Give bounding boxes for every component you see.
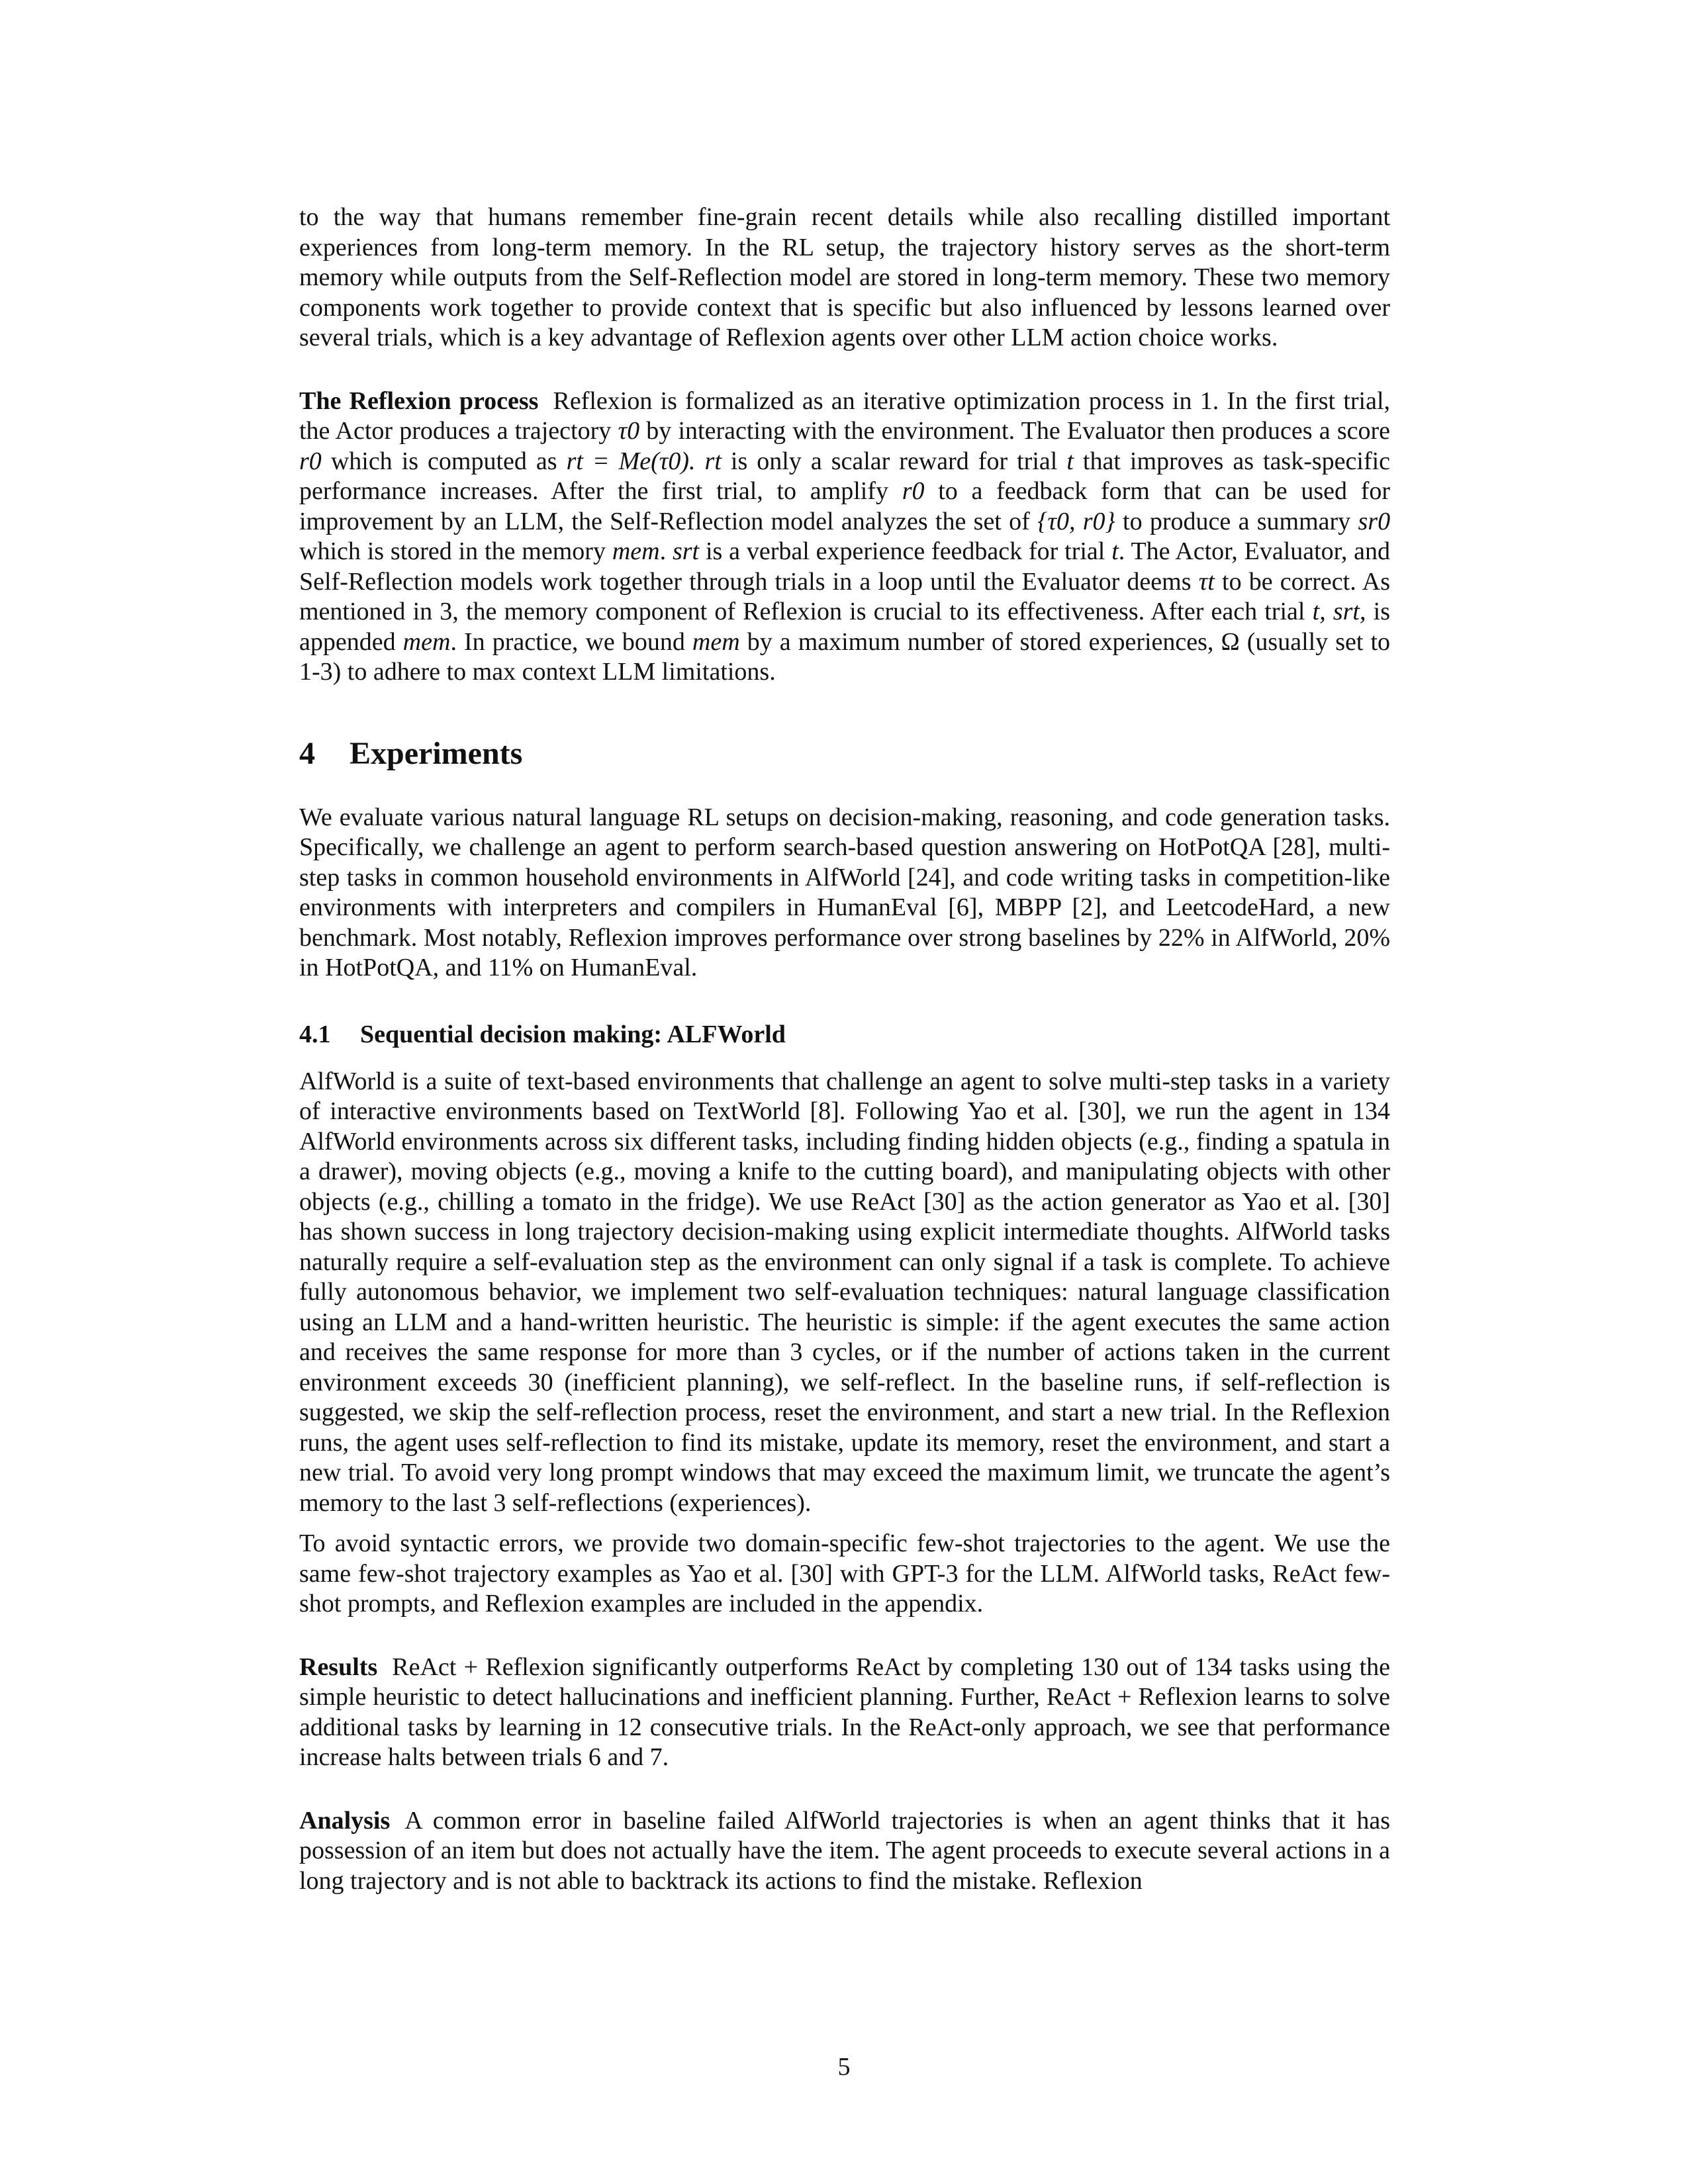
fewshot-paragraph: To avoid syntactic errors, we provide two domain-specific few-shot trajectories to the agent. We use the same few-shot trajectory examples as Yao et al. [30] with GPT-3 for the LLM. AlfWorld tasks, ReAct few-shot prompts, and Reflexion examples are included in the appendix. — [299, 1529, 1390, 1617]
run-in-heading: Analysis — [299, 1806, 391, 1835]
math-set: {τ0, r0} — [1037, 507, 1115, 535]
math-srt: srt — [672, 537, 700, 565]
math-t: t — [1111, 537, 1119, 565]
math-t: t — [1066, 447, 1074, 475]
word-mem: mem — [402, 627, 451, 656]
math-t-srt: t, srt, — [1312, 598, 1366, 625]
results-paragraph: Results ReAct + Reflexion significantly outperforms ReAct by completing 130 out of 134 tasks using the simple heuristic to detect hallucinations and inefficient planning. Further, ReAct + Reflexion learns to solve additional tasks by learning in 12 consecutive trials. In the ReAct-only approach, we see that performance increase halts between trials 6 and 7. — [299, 1653, 1390, 1771]
intro-paragraph: to the way that humans remember fine-grain recent details while also recalling distilled important experiences from long-term memory. In the RL setup, the trajectory history serves as the short-term memory while outputs from the Self-Reflection model are stored in long-term memory. These two memory components work together to provide context that is specific but also influenced by lessons learned over several trials, which is a key advantage of Reflexion agents over other LLM action choice works. — [299, 203, 1390, 351]
math-sr0: sr0 — [1358, 507, 1391, 535]
subsection-heading-alfworld: 4.1 Sequential decision making: ALFWorld — [299, 1020, 786, 1048]
math-r0: r0 — [299, 447, 322, 475]
run-in-heading: The Reflexion process — [299, 387, 539, 415]
math-taut: τt — [1198, 567, 1215, 596]
math-rt: rt — [704, 447, 722, 475]
math-reward-equation: rt = Me(τ0). — [566, 447, 696, 475]
math-r0: r0 — [902, 477, 925, 505]
word-mem: mem — [612, 537, 660, 565]
section-heading-experiments: 4 Experiments — [299, 735, 523, 771]
run-in-heading: Results — [299, 1653, 378, 1681]
analysis-paragraph: Analysis A common error in baseline failed AlfWorld trajectories is when an agent thinks that it has possession of an item but does not actually have the item. The agent proceeds to execute several actions in a long trajectory and is not able to backtrack its actions to find the mistake. Reflexion — [299, 1806, 1390, 1895]
reflexion-process-paragraph: The Reflexion process Reflexion is formalized as an iterative optimization process in 1. In the first trial, the Actor produces a trajectory τ0 by interacting with the environment. The Evaluator then produces a score r0 which is computed as rt = Me(τ0). rt is only a scalar reward for trial t that improves as task-specific performance increases. After the first trial, to amplify r0 to a feedback form that can be used for improvement by an LLM, the Self-Reflection model analyzes the set of {τ0, r0} to produce a summary sr0 which is stored in the memory mem. srt is a verbal experience feedback for trial t. The Actor, Evaluator, and Self-Reflection models work together through trials in a loop until the Evaluator deems τt to be correct. As mentioned in 3, the memory component of Reflexion is crucial to its effectiveness. After each trial t, srt, is appended mem. In practice, we bound mem by a maximum number of stored experiences, Ω (usually set to 1-3) to adhere to max context LLM limitations. — [299, 387, 1391, 686]
experiments-paragraph: We evaluate various natural language RL setups on decision-making, reasoning, and code generation tasks. Specifically, we challenge an agent to perform search-based question answering on HotPotQA [28], multi-step tasks in common household environments in AlfWorld [24], and code writing tasks in competition-like environments with interpreters and compilers in HumanEval [6], MBPP [2], and LeetcodeHard, a new benchmark. Most notably, Reflexion improves performance over strong baselines by 22% in AlfWorld, 20% in HotPotQA, and 11% on HumanEval. — [299, 803, 1390, 981]
alfworld-paragraph: AlfWorld is a suite of text-based environments that challenge an agent to solve multi-step tasks in a variety of interactive environments based on TextWorld [8]. Following Yao et al. [30], we run the agent in 134 AlfWorld environments across six different tasks, including finding hidden objects (e.g., finding a spatula in a drawer), moving objects (e.g., moving a knife to the cutting board), and manipulating objects with other objects (e.g., chilling a tomato in the fridge). We use ReAct [30] as the action generator as Yao et al. [30] has shown success in long trajectory decision-making using explicit intermediate thoughts. AlfWorld tasks naturally require a self-evaluation step as the environment can only signal if a task is complete. To achieve fully autonomous behavior, we implement two self-evaluation techniques: natural language classification using an LLM and a hand-written heuristic. The heuristic is simple: if the agent executes the same action and receives the same response for more than 3 cycles, or if the number of actions taken in the current environment exceeds 30 (inefficient planning), we self-reflect. In the baseline runs, if self-reflection is suggested, we skip the self-reflection process, reset the environment, and start a new trial. In the Reflexion runs, the agent uses self-reflection to find its mistake, update its memory, reset the environment, and start a new trial. To avoid very long prompt windows that may exceed the maximum limit, we truncate the agent’s memory to the last 3 self-reflections (experiences). — [299, 1067, 1390, 1517]
word-mem: mem — [692, 627, 740, 656]
math-tau0: τ0 — [618, 417, 640, 445]
text-column — [299, 203, 1390, 1896]
page-number: 5 — [837, 2053, 851, 2081]
